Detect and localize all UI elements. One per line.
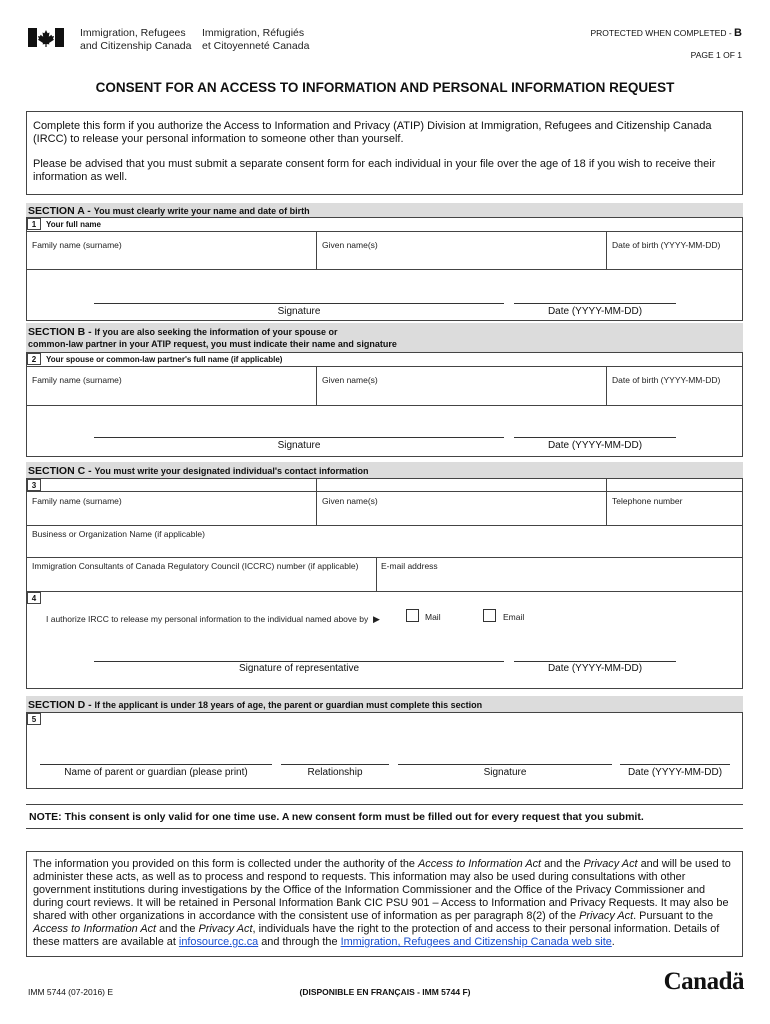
- iccrc-number-field[interactable]: Immigration Consultants of Canada Regulatory Council (ICCRC) number (if applicable): [32, 561, 359, 571]
- section-c-box: [26, 478, 743, 689]
- date-line-a[interactable]: [514, 303, 676, 304]
- guardian-date-line[interactable]: [620, 764, 730, 765]
- signature-line-a[interactable]: [94, 303, 504, 304]
- question-3-number: 3: [27, 479, 41, 491]
- section-d-title: SECTION D - If the applicant is under 18 years of age, the parent or guardian must complete this section: [28, 699, 483, 711]
- date-line-b[interactable]: [514, 437, 676, 438]
- business-name-field[interactable]: Business or Organization Name (if applicable): [32, 529, 205, 539]
- french-availability: (DISPONIBLE EN FRANÇAIS - IMM 5744 F): [299, 987, 471, 997]
- email-address-field[interactable]: E-mail address: [381, 561, 438, 571]
- note-text: NOTE: This consent is only valid for one time use. A new consent form must be filled out for every request that you submit.: [29, 811, 644, 823]
- signature-line-b[interactable]: [94, 437, 504, 438]
- signature-label-a: Signature: [277, 306, 321, 317]
- email-checkbox[interactable]: [483, 609, 496, 622]
- department-name-en: Immigration, Refugees and Citizenship Canada: [80, 27, 192, 52]
- telephone-field[interactable]: Telephone number: [612, 496, 683, 506]
- parent-name-label: Name of parent or guardian (please print): [64, 767, 248, 778]
- section-b-title: SECTION B - If you are also seeking the information of your spouse or common-law partner in your ATIP request, you must indicate their name and signature: [28, 326, 397, 349]
- intro-paragraph-2: Please be advised that you must submit a separate consent form for each individual in your file over the age of 18 if you wish to receive their information as well.: [33, 158, 716, 184]
- question-5-number: 5: [27, 713, 41, 725]
- mail-label: Mail: [425, 612, 441, 622]
- given-names-field-c[interactable]: Given name(s): [322, 496, 378, 506]
- privacy-notice-text: The information you provided on this form is collected under the authority of the Access to Information Act and the Privacy Act and will be used to administer these acts, as well as to process and respond to requests. This information may also be used during consultations with other government institutions during investigations by the Office of the Information Commissioner and the Office of the Privacy Commissioner and during court reviews. It will be retained in Personal Information Bank CIC PSU 901 – Access to Information and Privacy Requests. It may also be shared with other organizations in accordance with the consistent use of information as per paragraph 8(2) of the Privacy Act. Pursuant to the Access to Information Act and the Privacy Act, individuals have the right to the protection of and access to their personal information. Details of these matters are available at infosource.gc.ca and through the Immigration, Refugees and Citizenship Canada web site.: [33, 858, 731, 948]
- family-name-field-c[interactable]: Family name (surname): [32, 496, 122, 506]
- date-label-c: Date (YYYY-MM-DD): [547, 663, 643, 674]
- question-1-label: Your full name: [46, 220, 101, 229]
- protected-label: PROTECTED WHEN COMPLETED - B: [590, 27, 742, 39]
- representative-signature-line[interactable]: [94, 661, 504, 662]
- date-label-b: Date (YYYY-MM-DD): [547, 440, 643, 451]
- section-c-title: SECTION C - You must write your designated individual's contact information: [28, 465, 369, 477]
- dob-field-b[interactable]: Date of birth (YYYY-MM-DD): [612, 375, 721, 385]
- representative-signature-label: Signature of representative: [238, 663, 360, 674]
- form-number: IMM 5744 (07-2016) E: [28, 987, 114, 997]
- family-name-field-a[interactable]: Family name (surname): [32, 240, 122, 250]
- date-line-c[interactable]: [514, 661, 676, 662]
- question-4-number: 4: [27, 592, 41, 604]
- arrow-right-icon: ▶: [372, 614, 380, 624]
- department-name-fr: Immigration, Réfugiés et Citoyenneté Canada: [202, 27, 310, 52]
- date-label-a: Date (YYYY-MM-DD): [547, 306, 643, 317]
- email-option-label: Email: [503, 612, 525, 622]
- guardian-signature-line[interactable]: [398, 764, 612, 765]
- relationship-line[interactable]: [281, 764, 389, 765]
- canada-flag-logo: [28, 28, 64, 47]
- infosource-link[interactable]: infosource.gc.ca: [178, 936, 259, 948]
- question-2-number: 2: [27, 353, 41, 365]
- question-1-number: 1: [27, 218, 41, 230]
- intro-paragraph-1: Complete this form if you authorize the Access to Information and Privacy (ATIP) Division at Immigration, Refugees and Citizenship Canada (IRCC) to release your personal information to someone other than yourself.: [33, 120, 712, 146]
- authorize-text: I authorize IRCC to release my personal information to the individual named above by ▶: [46, 614, 380, 624]
- family-name-field-b[interactable]: Family name (surname): [32, 375, 122, 385]
- relationship-label: Relationship: [307, 767, 363, 778]
- guardian-signature-label: Signature: [483, 767, 527, 778]
- given-names-field-a[interactable]: Given name(s): [322, 240, 378, 250]
- parent-name-line[interactable]: [40, 764, 272, 765]
- signature-label-b: Signature: [277, 440, 321, 451]
- guardian-date-label: Date (YYYY-MM-DD): [627, 767, 723, 778]
- section-a-title: SECTION A - You must clearly write your name and date of birth: [28, 205, 310, 217]
- mail-checkbox[interactable]: [406, 609, 419, 622]
- dob-field-a[interactable]: Date of birth (YYYY-MM-DD): [612, 240, 721, 250]
- ircc-website-link[interactable]: Immigration, Refugees and Citizenship Canada web site: [340, 936, 612, 948]
- given-names-field-b[interactable]: Given name(s): [322, 375, 378, 385]
- form-title: CONSENT FOR AN ACCESS TO INFORMATION AND PERSONAL INFORMATION REQUEST: [95, 80, 675, 95]
- canada-wordmark-logo: Canadä: [663, 968, 744, 995]
- page-number: PAGE 1 OF 1: [690, 50, 742, 60]
- question-2-label: Your spouse or common-law partner's full name (if applicable): [46, 355, 283, 364]
